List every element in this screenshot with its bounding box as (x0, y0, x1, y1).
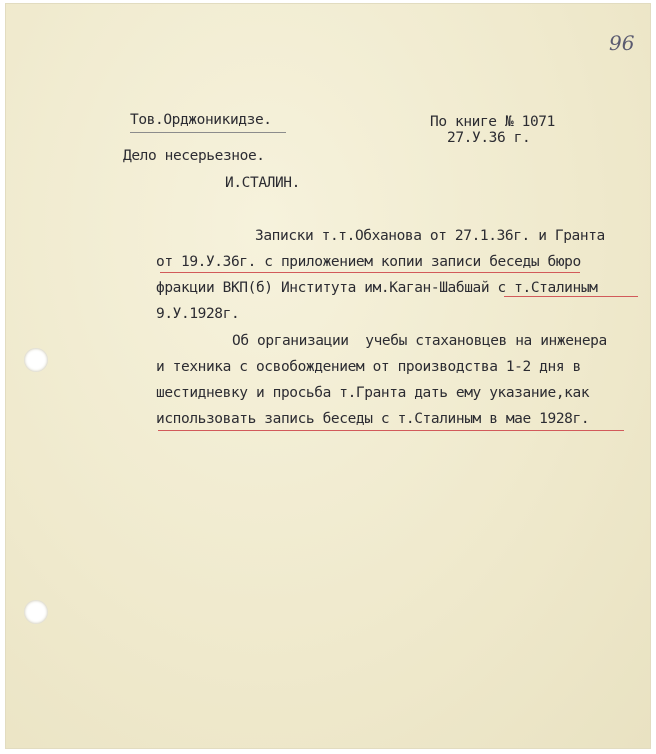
document-page (6, 4, 650, 748)
paragraph1-line: Записки т.т.Обханова от 27.1.36г. и Гранта (255, 228, 605, 244)
page-number: 96 (609, 31, 635, 55)
red-underline (158, 430, 624, 431)
addressee-underline (130, 132, 286, 133)
book-reference-line2: 27.У.36 г. (447, 130, 531, 146)
book-reference-line1: По книге № 1071 (430, 114, 555, 130)
red-underline (504, 296, 638, 297)
paragraph2-line: Об организации учебы стахановцев на инженера (232, 333, 607, 349)
paragraph2-line: использовать запись беседы с т.Сталиным в мае 1928г. (156, 411, 590, 427)
resolution-signature: И.СТАЛИН. (225, 175, 300, 191)
paragraph2-line: и техника с освобождением от производства 1-2 дня в (156, 359, 581, 375)
paragraph1-line: фракции ВКП(б) Института им.Каган-Шабшай с т.Сталиным (156, 280, 598, 296)
paragraph1-line: 9.У.1928г. (156, 306, 240, 322)
paragraph1-line: от 19.У.36г. с приложением копии записи беседы бюро (156, 254, 581, 270)
paragraph2-line: шестидневку и просьба т.Гранта дать ему указание,как (156, 385, 590, 401)
punch-hole (24, 600, 48, 624)
resolution-text: Дело несерьезное. (123, 148, 265, 164)
punch-hole (24, 348, 48, 372)
addressee: Тов.Орджоникидзе. (130, 112, 272, 128)
red-underline (160, 272, 580, 273)
